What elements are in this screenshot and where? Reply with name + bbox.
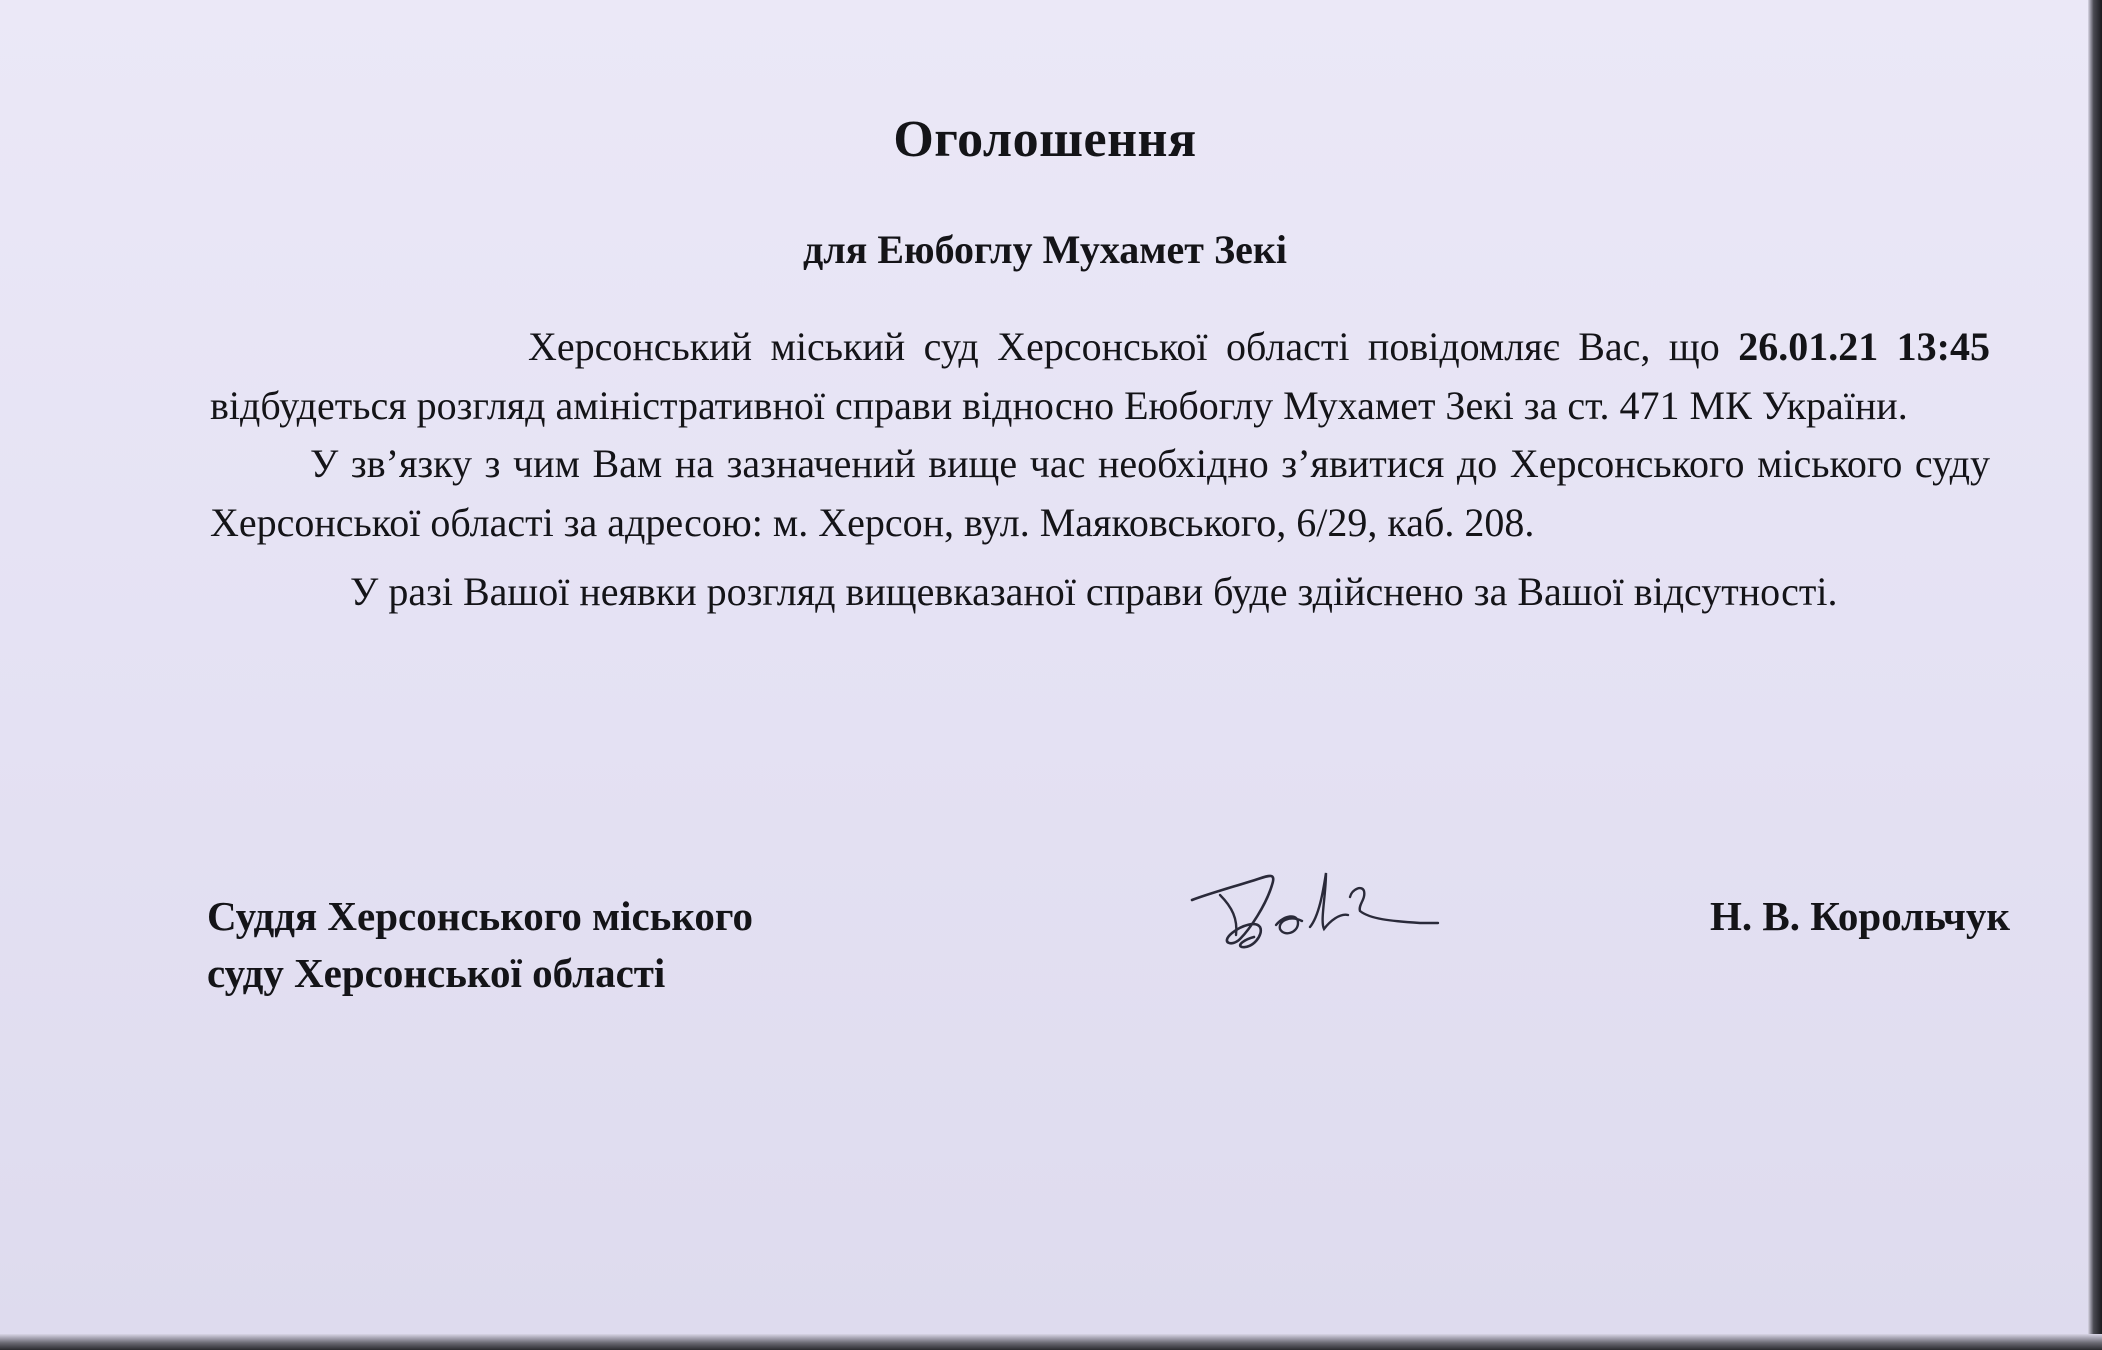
background-edge-bottom (0, 1334, 2102, 1350)
paragraph-hearing-intro: Херсонський міський суд Херсонської області повідомляє Вас, що (528, 324, 1739, 369)
notice-title: Оголошення (893, 111, 1197, 168)
background-edge-right (2088, 0, 2102, 1350)
judge-position-line2: суду Херсонської області (207, 950, 666, 996)
hearing-datetime: 26.01.21 13:45 (1738, 324, 1990, 369)
paragraph-absence-warning: У разі Вашої неявки розгляд вищевказаної справи буде здійснено за Вашої відсутності. (350, 569, 1838, 614)
notice-recipient: для Еюбоглу Мухамет Зекі (803, 227, 1287, 272)
judge-position (207, 888, 967, 1002)
notice-body (210, 318, 1990, 626)
paragraph-hearing-info (210, 318, 1990, 435)
paragraph-appearance-address: У зв’язку з чим Вам на зазначений вище час необхідно з’явитися до Херсонського міського суду Херсонської області за адресою: м. Херсон, вул. Маяковського, 6/29, каб. 208. (210, 441, 1990, 545)
judge-position-line1: Суддя Херсонського міського (207, 893, 754, 939)
handwritten-signature-icon (1180, 855, 1440, 965)
paragraph-hearing-rest: відбудеться розгляд аміністративної справи відносно Еюбоглу Мухамет Зекі за ст. 471 МК України. (210, 382, 1908, 428)
judge-name: Н. В. Корольчук (1710, 893, 2010, 939)
